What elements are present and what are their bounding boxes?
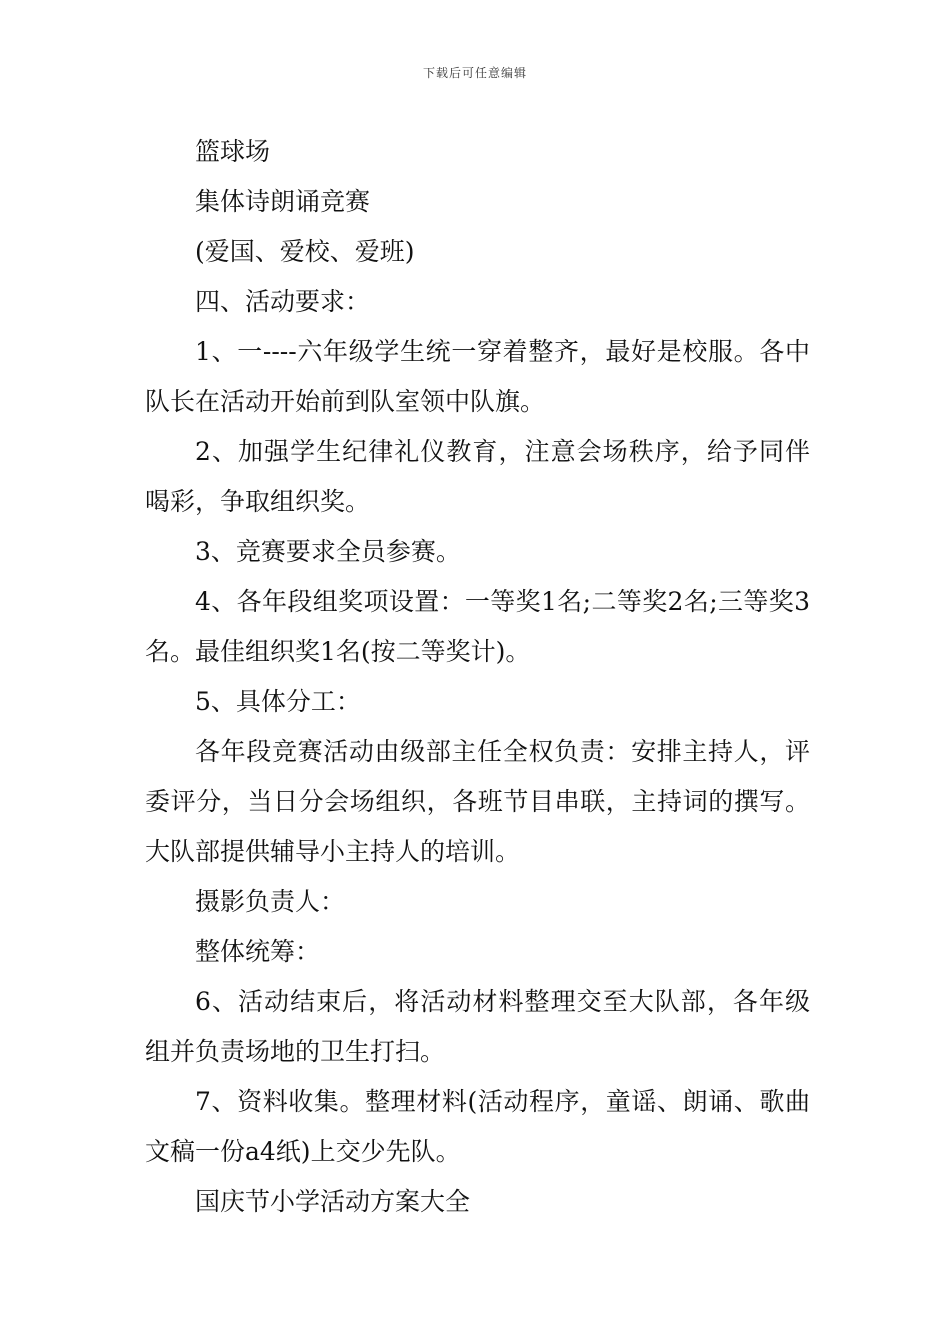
- section-heading: 四、活动要求：: [195, 287, 371, 316]
- paragraph: 2、加强学生纪律礼仪教育，注意会场秩序，给予同伴喝彩，争取组织奖。: [145, 437, 810, 516]
- paragraph: 3、竞赛要求全员参赛。: [195, 537, 461, 566]
- paragraph: 5、具体分工：: [195, 687, 361, 716]
- paragraph: 各年段竞赛活动由级部主任全权负责：安排主持人，评委评分，当日分会场组织，各班节目串联，主持词的撰写。大队部提供辅导小主持人的培训。: [145, 737, 810, 866]
- paragraph: (爱国、爱校、爱班): [195, 237, 415, 266]
- paragraph: 4、各年段组奖项设置：一等奖1名;二等奖2名;三等奖3名。最佳组织奖1名(按二等奖计)。: [145, 587, 810, 666]
- paragraph: 6、活动结束后，将活动材料整理交至大队部，各年级组并负责场地的卫生打扫。: [145, 987, 810, 1066]
- paragraph: 摄影负责人：: [195, 887, 346, 916]
- paragraph: 篮球场: [195, 137, 271, 166]
- page-header: 下载后可任意编辑: [422, 66, 527, 80]
- document-body: [145, 127, 810, 1227]
- paragraph: 7、资料收集。整理材料(活动程序，童谣、朗诵、歌曲文稿一份a4纸)上交少先队。: [145, 1087, 810, 1166]
- paragraph: 1、一----六年级学生统一穿着整齐，最好是校服。各中队长在活动开始前到队室领中队旗。: [145, 337, 810, 416]
- paragraph: 整体统筹：: [195, 937, 321, 966]
- paragraph: 集体诗朗诵竞赛: [195, 187, 371, 216]
- paragraph: 国庆节小学活动方案大全: [195, 1187, 471, 1216]
